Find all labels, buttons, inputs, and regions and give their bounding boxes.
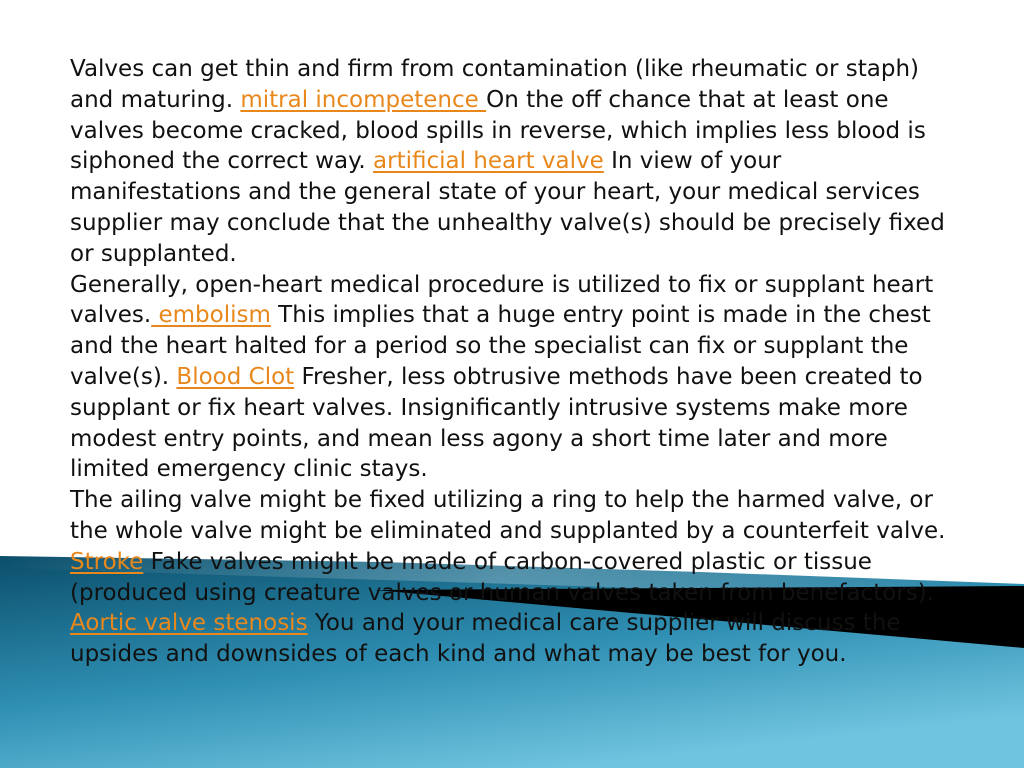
paragraph-3-text-a: The ailing valve might be fixed utilizing a ring to help the harmed valve, or the whole valve might be eliminated and supplanted by a counterfeit valve. — [70, 487, 946, 544]
link-blood-clot[interactable]: Blood Clot — [176, 363, 295, 390]
paragraph-3-text-c: You and your medical care supplier will discuss the upsides and downsides of each kind and what may be best for you. — [70, 610, 901, 668]
link-embolism[interactable]: embolism — [151, 302, 271, 329]
paragraph-2-text-a: Generally, open-heart medical procedure is utilized to fix or supplant heart valves. — [70, 271, 934, 329]
link-stroke[interactable]: Stroke — [70, 548, 144, 575]
link-mitral-incompetence[interactable]: mitral incompetence — [240, 86, 487, 113]
link-aortic-valve-stenosis[interactable]: Aortic valve stenosis — [70, 610, 308, 637]
paragraph-3-text-b: Fake valves might be made of carbon-covered plastic or tissue (produced using creature valves or human valves taken from benefactors). — [70, 548, 935, 606]
slide-text-body — [70, 54, 950, 670]
paragraph-1-text-a: Valves can get thin and firm from contamination (like rheumatic or staph) and maturing. — [70, 56, 920, 113]
paragraph-2-text-c: Fresher, less obtrusive methods have been created to supplant or fix heart valves. Insignificantly intrusive systems make more modest entry points, and mean less agony a short time later and more limited emergency clinic stays. — [70, 363, 923, 483]
paragraph-2-text-b: This implies that a huge entry point is made in the chest and the heart halted for a period so the specialist can fix or supplant the valve(s). — [70, 302, 931, 390]
paragraph-3 — [70, 485, 950, 670]
paragraph-1 — [70, 54, 950, 270]
paragraph-2 — [70, 270, 950, 486]
link-artificial-heart-valve[interactable]: artificial heart valve — [373, 148, 604, 175]
paragraph-1-text-b: On the off chance that at least one valves become cracked, blood spills in reverse, which implies less blood is siphoned the correct way. — [70, 86, 926, 175]
paragraph-1-text-c: In view of your manifestations and the general state of your heart, your medical services supplier may conclude that the unhealthy valve(s) should be precisely fixed or supplanted. — [70, 148, 945, 267]
